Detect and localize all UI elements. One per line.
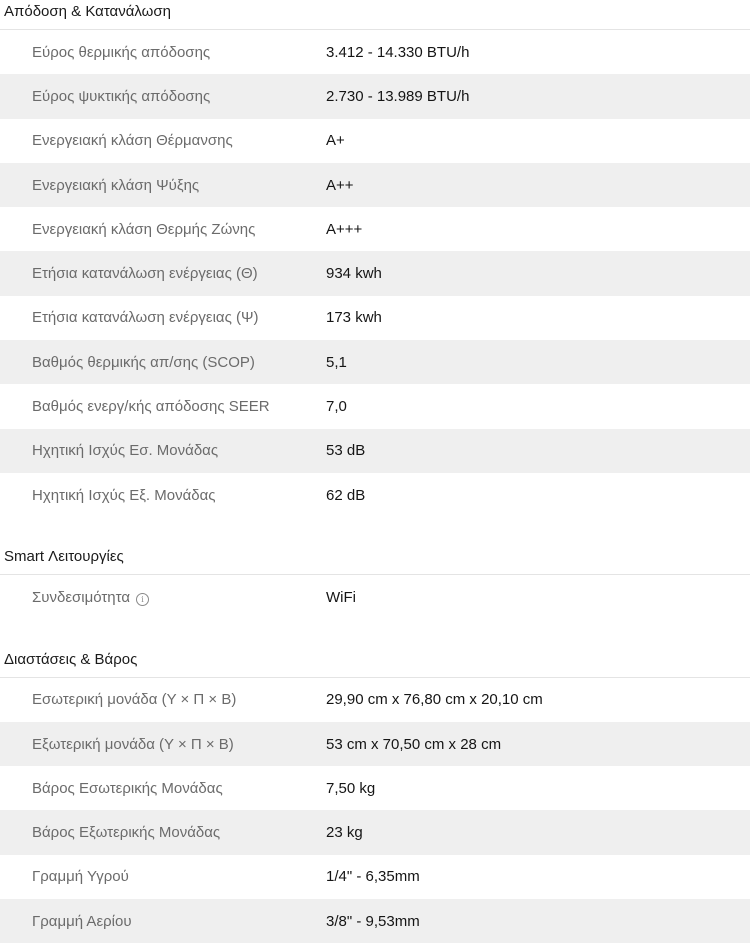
spec-value: A+ (326, 132, 345, 150)
spec-row (0, 119, 750, 163)
spec-value: 3/8" - 9,53mm (326, 912, 420, 930)
spec-row (0, 722, 750, 766)
spec-row (0, 429, 750, 473)
spec-label: Ετήσια κατανάλωση ενέργειας (Ψ) (32, 309, 259, 327)
spec-row (0, 74, 750, 118)
spec-row (0, 30, 750, 74)
section-dimensions-weight (0, 648, 750, 943)
spec-label: Εύρος ψυκτικής απόδοσης (32, 87, 211, 105)
spec-label: Ετήσια κατανάλωση ενέργειας (Θ) (32, 265, 258, 283)
spec-row (0, 340, 750, 384)
spec-value: A++ (326, 176, 354, 194)
spec-value: 62 dB (326, 486, 366, 504)
spec-label: Ηχητική Ισχύς Εξ. Μονάδας (32, 486, 216, 504)
section-title: Απόδοση & Κατανάλωση (0, 0, 750, 30)
info-icon[interactable]: i (136, 593, 149, 606)
spec-label: Ηχητική Ισχύς Εσ. Μονάδας (32, 442, 219, 460)
spec-row (0, 855, 750, 899)
spec-row (0, 899, 750, 943)
spec-label: Βαθμός ενεργ/κής απόδοσης SEER (32, 398, 270, 416)
section-title: Διαστάσεις & Βάρος (0, 648, 750, 678)
spec-label: Βάρος Εσωτερικής Μονάδας (32, 779, 223, 797)
spec-list (0, 30, 750, 517)
section-smart-features (0, 545, 750, 619)
spec-label: Ενεργειακή κλάση Θέρμανσης (32, 132, 233, 150)
spec-value: 2.730 - 13.989 BTU/h (326, 87, 470, 105)
spec-label: Βαθμός θερμικής απ/σης (SCOP) (32, 353, 255, 371)
spec-list (0, 678, 750, 943)
spec-value: 1/4" - 6,35mm (326, 868, 420, 886)
spec-label: Εσωτερική μονάδα (Υ × Π × Β) (32, 691, 237, 709)
spec-list (0, 575, 750, 619)
spec-value: 7,50 kg (326, 779, 376, 797)
spec-value: 53 cm x 70,50 cm x 28 cm (326, 735, 502, 753)
spec-value: 29,90 cm x 76,80 cm x 20,10 cm (326, 691, 543, 709)
spec-row (0, 810, 750, 854)
spec-label-text: Συνδεσιμότητα (32, 588, 131, 606)
spec-value: 23 kg (326, 824, 363, 842)
spec-label: Γραμμή Αερίου (32, 912, 132, 930)
spec-row (0, 678, 750, 722)
spec-row (0, 575, 750, 619)
spec-value: 5,1 (326, 353, 347, 371)
spec-row (0, 384, 750, 428)
spec-label: Ενεργειακή κλάση Ψύξης (32, 176, 200, 194)
spec-row (0, 473, 750, 517)
spec-row (0, 163, 750, 207)
spec-label: Ενεργειακή κλάση Θερμής Ζώνης (32, 220, 256, 238)
spec-value: A+++ (326, 220, 363, 238)
section-title: Smart Λειτουργίες (0, 545, 750, 575)
spec-row (0, 766, 750, 810)
spec-label: Εξωτερική μονάδα (Υ × Π × Β) (32, 735, 234, 753)
spec-value: 3.412 - 14.330 BTU/h (326, 43, 470, 61)
spec-value: WiFi (326, 588, 356, 606)
spec-label: Βάρος Εξωτερικής Μονάδας (32, 824, 221, 842)
spec-value: 173 kwh (326, 309, 382, 327)
spec-row (0, 251, 750, 295)
spec-label (0, 589, 326, 606)
spec-label: Εύρος θερμικής απόδοσης (32, 43, 211, 61)
spec-row (0, 296, 750, 340)
spec-row (0, 207, 750, 251)
spec-value: 53 dB (326, 442, 366, 460)
spec-value: 934 kwh (326, 265, 382, 283)
spec-value: 7,0 (326, 398, 347, 416)
spec-label: Γραμμή Υγρού (32, 868, 129, 886)
